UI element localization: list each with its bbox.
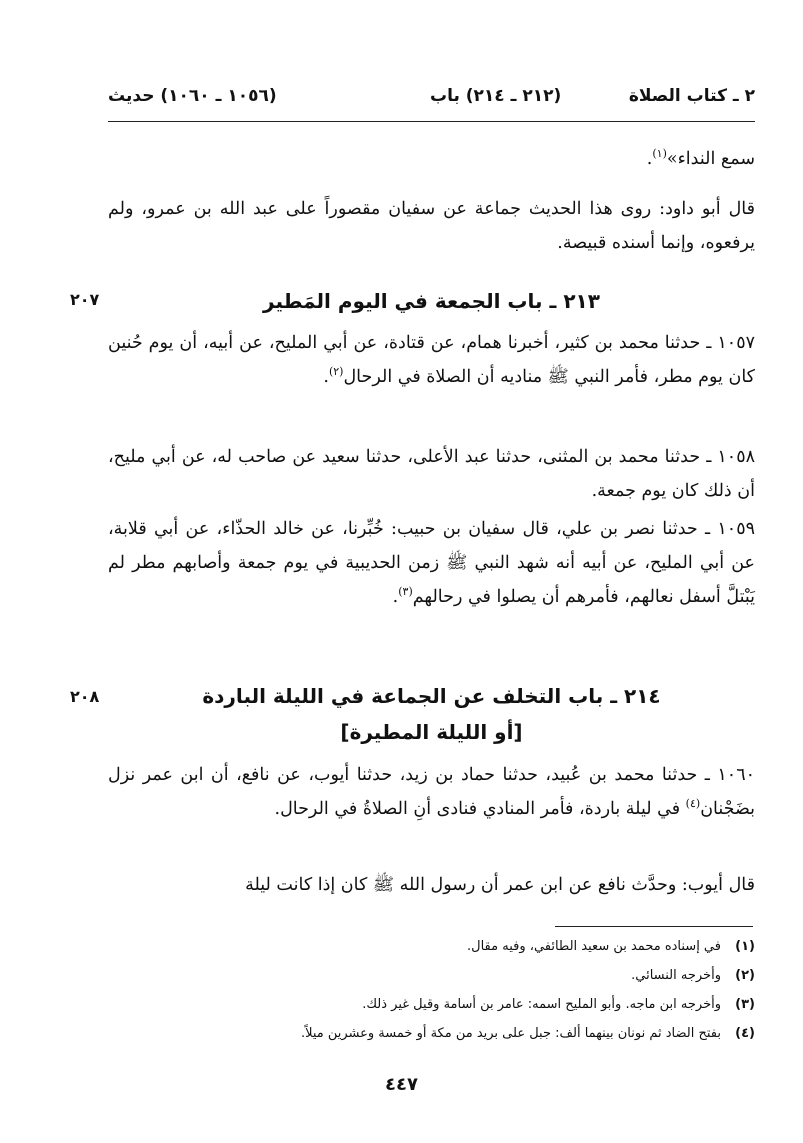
hadith-text-b: في ليلة باردة، فأمر المنادي فنادى أنِ الصلاةُ في الرحال. xyxy=(274,799,686,819)
footnote-mark: (٢) xyxy=(735,968,755,983)
paragraph-abu-dawud-note: قال أبو داود: روى هذا الحديث جماعة عن سفيان مقصوراً على عبد الله بن عمرو، ولم يرفعوه، وإنما أسنده قبيصة. xyxy=(108,199,755,253)
footnote-ref-4[interactable]: (٤) xyxy=(685,797,701,811)
hadith-1057 xyxy=(108,326,755,394)
footnote-item xyxy=(108,990,755,1019)
header-book-title: ٢ ـ كتاب الصلاة xyxy=(628,86,755,106)
paragraph-text: سمع النداء» xyxy=(666,149,755,169)
chapter-213-number: ٢٠٧ xyxy=(70,290,100,309)
footnote-text: وأخرجه ابن ماجه. وأبو المليح اسمه: عامر بن أسامة وقيل غير ذلك. xyxy=(362,997,721,1012)
footnote-text: وأخرجه النسائي. xyxy=(631,968,721,983)
chapter-214-subtitle: [أو الليلة المطيرة] xyxy=(340,720,523,744)
hadith-text-a: ١٠٦٠ ـ حدثنا محمد بن عُبيد، حدثنا حماد بن زيد، حدثنا أيوب، عن نافع، أن ابن عمر نزل بضَجْنان xyxy=(108,765,755,819)
footnote-divider xyxy=(555,926,753,927)
page-number: ٤٤٧ xyxy=(385,1074,418,1095)
header-chapter-range: (٢١٢ ـ ٢١٤) باب xyxy=(430,86,562,106)
hadith-end: . xyxy=(392,587,399,607)
footnote-mark: (٤) xyxy=(735,1026,755,1041)
footnote-text: في إسناده محمد بن سعيد الطائفي، وفيه مقال. xyxy=(467,939,721,954)
paragraph-sami-al-nida xyxy=(108,142,755,176)
header-divider xyxy=(108,121,755,122)
hadith-end: . xyxy=(323,367,329,387)
footnotes xyxy=(108,932,755,1048)
footnote-ref-3[interactable]: (٣) xyxy=(398,585,413,599)
hadith-text: ١٠٥٩ ـ حدثنا نصر بن علي، قال سفيان بن حبيب: خُبِّرنا، عن خالد الحذّاء، عن أبي قلابة، عن أبي المليح، عن أبيه أنه شهد النبي ﷺ زمن الحديبية في يوم جمعة وأصابهم مطر لم يَبْتلَّ أسفل نعالهم، فأمرهم أن يصلوا في رحالهم xyxy=(108,519,755,607)
footnote-item xyxy=(108,1019,755,1048)
hadith-1060 xyxy=(108,758,755,826)
footnote-mark: (١) xyxy=(735,939,755,954)
hadith-1058: ١٠٥٨ ـ حدثنا محمد بن المثنى، حدثنا عبد الأعلى، حدثنا سعيد عن صاحب له، عن أبي مليح، أن ذلك كان يوم جمعة. xyxy=(108,447,755,501)
paragraph-ayyub: قال أيوب: وحدَّث نافع عن ابن عمر أن رسول الله ﷺ كان إذا كانت ليلة xyxy=(245,875,755,895)
chapter-214-title: ٢١٤ ـ باب التخلف عن الجماعة في الليلة الباردة xyxy=(202,684,661,708)
footnote-mark: (٣) xyxy=(735,997,755,1012)
chapter-214-number: ٢٠٨ xyxy=(70,687,100,706)
header-hadith-range: (١٠٥٦ ـ ١٠٦٠) حديث xyxy=(108,86,277,106)
hadith-1059 xyxy=(108,512,755,614)
footnote-item xyxy=(108,961,755,990)
chapter-213-title: ٢١٣ ـ باب الجمعة في اليوم المَطير xyxy=(263,289,600,313)
running-header xyxy=(108,86,755,114)
paragraph-end: . xyxy=(646,149,653,169)
footnote-ref-1[interactable]: (١) xyxy=(652,147,667,161)
footnote-text: بفتح الضاد ثم نونان بينهما ألف: جبل على بريد من مكة أو خمسة وعشرين ميلاً. xyxy=(300,1026,721,1041)
footnote-item xyxy=(108,932,755,961)
footnote-ref-2[interactable]: (٢) xyxy=(328,365,344,379)
hadith-text: ١٠٥٧ ـ حدثنا محمد بن كثير، أخبرنا همام، عن قتادة، عن أبي المليح، عن أبيه، أن يوم حُنين كان يوم مطر، فأمر النبي ﷺ مناديه أن الصلاة في الرحال xyxy=(108,333,755,387)
